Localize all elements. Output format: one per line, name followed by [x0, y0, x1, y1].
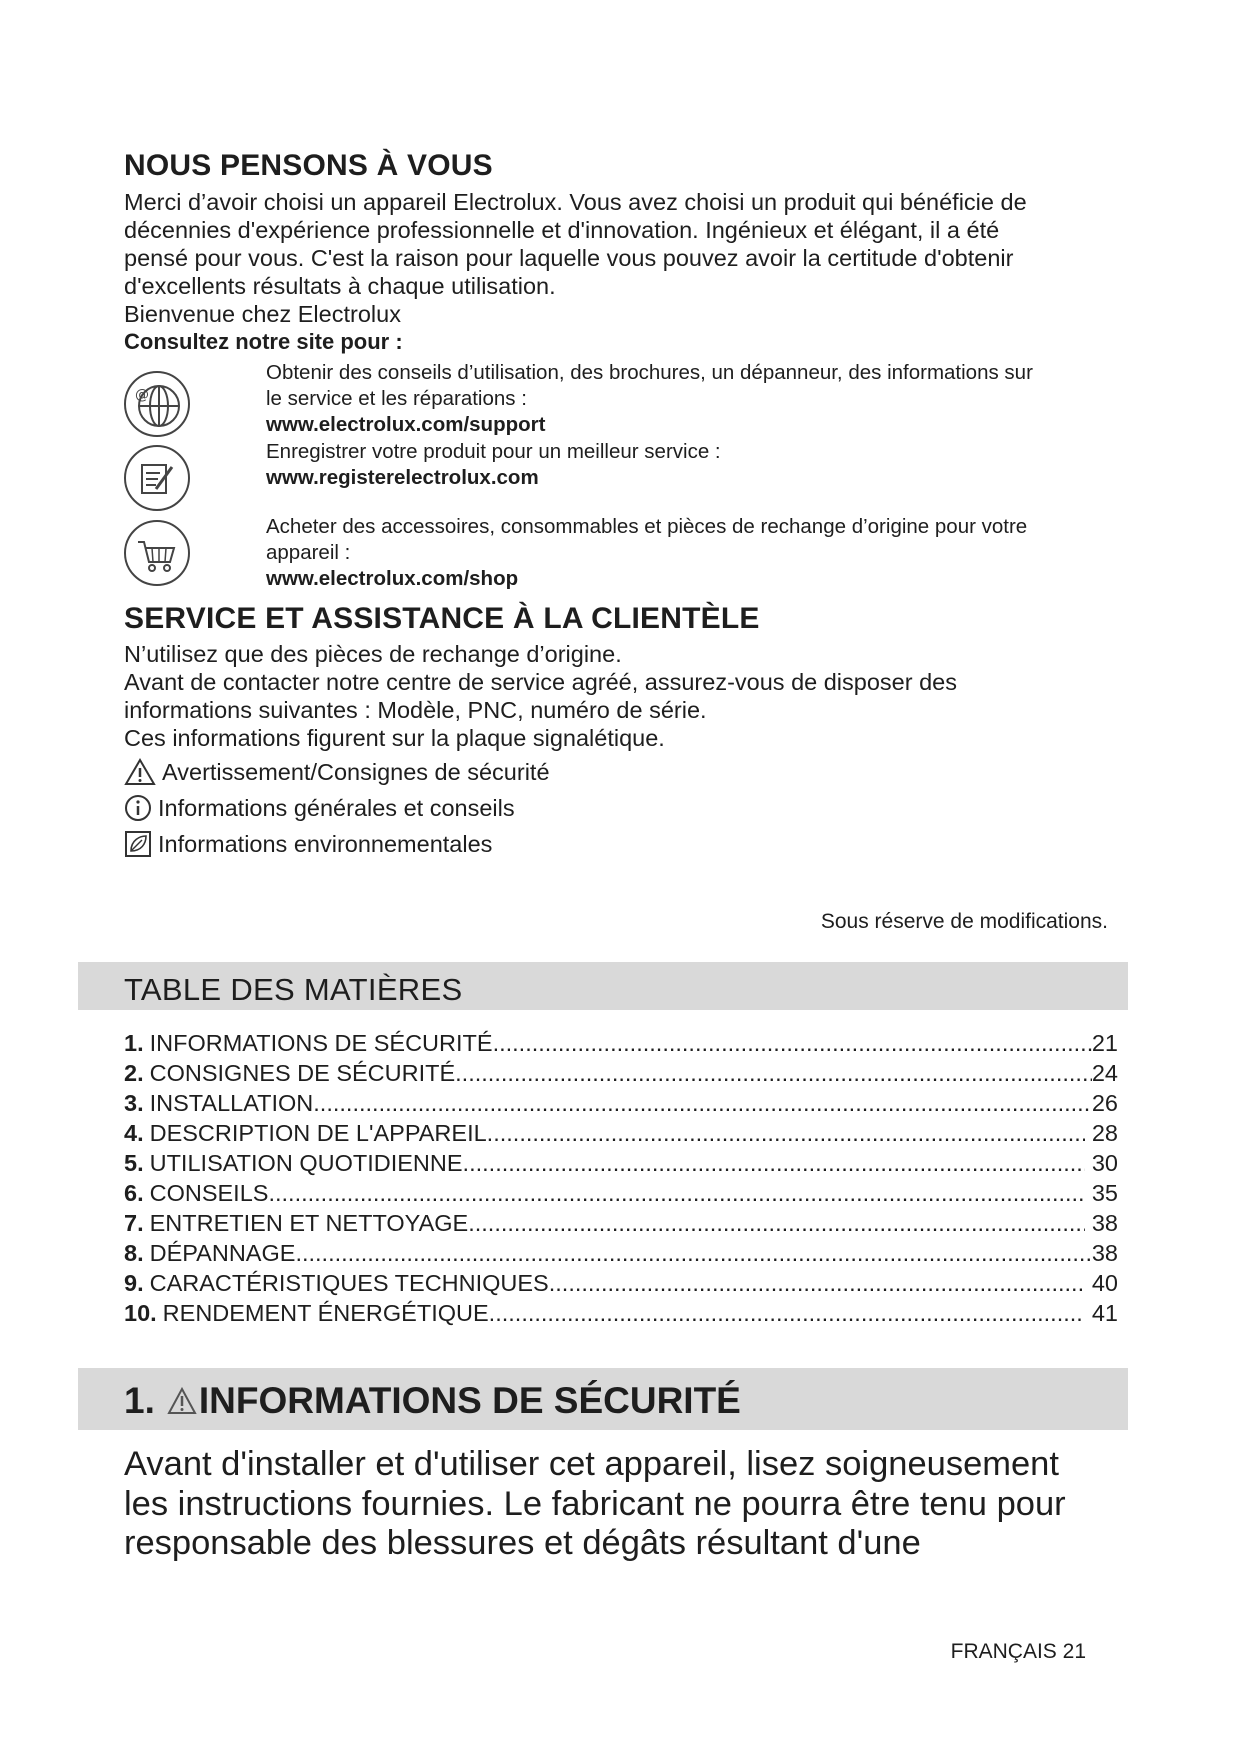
- warning-triangle-icon: [167, 1387, 197, 1415]
- section-title-nous-pensons: NOUS PENSONS À VOUS: [124, 149, 493, 182]
- toc-entry[interactable]: [124, 1150, 1118, 1180]
- web-globe-icon: [122, 369, 192, 439]
- support-desc-line: le service et les réparations :: [266, 387, 527, 410]
- safety-intro: [124, 1445, 1066, 1564]
- toc-dot-leader: [493, 1030, 1092, 1057]
- toc-entry[interactable]: [124, 1270, 1118, 1300]
- toc-entry[interactable]: [124, 1180, 1118, 1210]
- safety-heading: [124, 1377, 741, 1425]
- toc-entry-label: CONSEILS: [149, 1180, 269, 1206]
- toc-entry-label: ENTRETIEN ET NETTOYAGE: [149, 1210, 469, 1236]
- toc-entry-page: 24: [1091, 1060, 1118, 1086]
- toc-entry-page: 40: [1085, 1270, 1118, 1296]
- toc-entry-page: 30: [1085, 1150, 1118, 1176]
- legend-environment: [124, 828, 492, 860]
- legend-info: [124, 792, 515, 824]
- shop-desc-line: appareil :: [266, 541, 351, 564]
- intro-line: d'excellents résultats à chaque utilisation.: [124, 273, 556, 299]
- register-item: [266, 439, 1126, 491]
- toc-entry-label: DESCRIPTION DE L'APPAREIL: [149, 1120, 487, 1146]
- toc-entry[interactable]: [124, 1090, 1118, 1120]
- toc-entry-number: 10.: [124, 1300, 157, 1326]
- toc-entry-label: CARACTÉRISTIQUES TECHNIQUES: [149, 1270, 549, 1296]
- legend-warning: [124, 756, 550, 788]
- toc-entry-page: 28: [1085, 1120, 1118, 1146]
- toc-entry-page: 38: [1091, 1240, 1118, 1266]
- support-item: [266, 360, 1126, 438]
- toc-dot-leader: [489, 1300, 1086, 1327]
- toc-entry-page: 35: [1085, 1180, 1118, 1206]
- service-line: Ces informations figurent sur la plaque signalétique.: [124, 725, 665, 751]
- toc-dot-leader: [268, 1180, 1085, 1207]
- register-url-link[interactable]: www.registerelectrolux.com: [266, 466, 539, 489]
- toc-dot-leader: [295, 1240, 1091, 1267]
- consult-line: Consultez notre site pour :: [124, 329, 403, 354]
- support-desc-line: Obtenir des conseils d’utilisation, des brochures, un dépanneur, des informations sur: [266, 361, 1033, 384]
- welcome-line: Bienvenue chez Electrolux: [124, 301, 401, 327]
- toc-entry-number: 5.: [124, 1150, 144, 1176]
- register-desc-line: Enregistrer votre produit pour un meilleur service :: [266, 440, 721, 463]
- toc-entry-label: CONSIGNES DE SÉCURITÉ: [149, 1060, 456, 1086]
- shop-url-link[interactable]: www.electrolux.com/shop: [266, 567, 519, 590]
- intro-line: pensé pour vous. C'est la raison pour laquelle vous pouvez avoir la certitude d'obtenir: [124, 245, 1014, 271]
- toc-dot-leader: [487, 1120, 1086, 1147]
- toc-entry[interactable]: [124, 1300, 1118, 1330]
- section-title-service: SERVICE ET ASSISTANCE À LA CLIENTÈLE: [124, 602, 760, 635]
- service-line: informations suivantes : Modèle, PNC, numéro de série.: [124, 697, 707, 723]
- toc-entry-number: 9.: [124, 1270, 144, 1296]
- safety-intro-line: Avant d'installer et d'utiliser cet appareil, lisez soigneusement: [124, 1445, 1059, 1483]
- toc-entry-label: INSTALLATION: [149, 1090, 314, 1116]
- environment-leaf-icon: [124, 830, 152, 858]
- toc-entry[interactable]: [124, 1210, 1118, 1240]
- shopping-cart-icon: [122, 518, 192, 588]
- safety-intro-line: responsable des blessures et dégâts résultant d'une: [124, 1524, 921, 1562]
- service-line: Avant de contacter notre centre de service agréé, assurez-vous de disposer des: [124, 669, 957, 695]
- toc-dot-leader: [313, 1090, 1092, 1117]
- legend-info-label: Informations générales et conseils: [158, 794, 515, 821]
- toc-dot-leader: [463, 1150, 1086, 1177]
- toc-entry-number: 8.: [124, 1240, 144, 1266]
- toc-entry[interactable]: [124, 1120, 1118, 1150]
- svg-text:@: @: [135, 387, 149, 403]
- intro-paragraph: [124, 188, 1027, 356]
- info-circle-icon: [124, 794, 152, 822]
- shop-item: [266, 514, 1126, 592]
- toc-title: TABLE DES MATIÈRES: [124, 972, 463, 1007]
- page-footer-label: FRANÇAIS 21: [950, 1640, 1086, 1663]
- register-notepad-icon: [122, 443, 192, 513]
- safety-intro-line: les instructions fournies. Le fabricant ne pourra être tenu pour: [124, 1484, 1066, 1523]
- service-paragraph: [124, 640, 957, 752]
- toc-entry-number: 1.: [124, 1030, 144, 1056]
- legend-environment-label: Informations environnementales: [158, 830, 493, 857]
- shop-desc-line: Acheter des accessoires, consommables et pièces de rechange d’origine pour votre: [266, 515, 1028, 538]
- toc-entry-label: RENDEMENT ÉNERGÉTIQUE: [162, 1300, 489, 1326]
- toc-entry[interactable]: [124, 1030, 1118, 1060]
- toc-dot-leader: [468, 1210, 1085, 1237]
- toc-entry-number: 6.: [124, 1180, 144, 1206]
- toc-entry-number: 3.: [124, 1090, 144, 1116]
- toc-entry-label: DÉPANNAGE: [149, 1240, 296, 1266]
- toc-entry-number: 2.: [124, 1060, 144, 1086]
- toc-entry-number: 4.: [124, 1120, 144, 1146]
- toc-entry-page: 21: [1091, 1030, 1118, 1056]
- safety-section-number: 1.: [124, 1380, 155, 1421]
- toc-dot-leader: [549, 1270, 1086, 1297]
- toc-entry-number: 7.: [124, 1210, 144, 1236]
- toc-dot-leader: [455, 1060, 1092, 1087]
- support-url-link[interactable]: www.electrolux.com/support: [266, 413, 546, 436]
- intro-line: décennies d'expérience professionnelle et d'innovation. Ingénieux et élégant, il a été: [124, 217, 1000, 243]
- modification-notice: Sous réserve de modifications.: [820, 910, 1108, 933]
- toc-entry[interactable]: [124, 1060, 1118, 1090]
- toc-entry-page: 41: [1085, 1300, 1118, 1326]
- toc-entry-page: 38: [1085, 1210, 1118, 1236]
- safety-section-title: INFORMATIONS DE SÉCURITÉ: [198, 1380, 741, 1421]
- toc-entry-label: UTILISATION QUOTIDIENNE: [149, 1150, 463, 1176]
- toc-entry[interactable]: [124, 1240, 1118, 1270]
- service-line: N’utilisez que des pièces de rechange d’origine.: [124, 641, 622, 667]
- legend-warning-label: Avertissement/Consignes de sécurité: [162, 758, 550, 785]
- warning-triangle-icon: [124, 757, 156, 787]
- toc-entry-label: INFORMATIONS DE SÉCURITÉ: [149, 1030, 493, 1056]
- intro-line: Merci d’avoir choisi un appareil Electrolux. Vous avez choisi un produit qui bénéficie de: [124, 189, 1027, 215]
- toc-entry-page: 26: [1091, 1090, 1118, 1116]
